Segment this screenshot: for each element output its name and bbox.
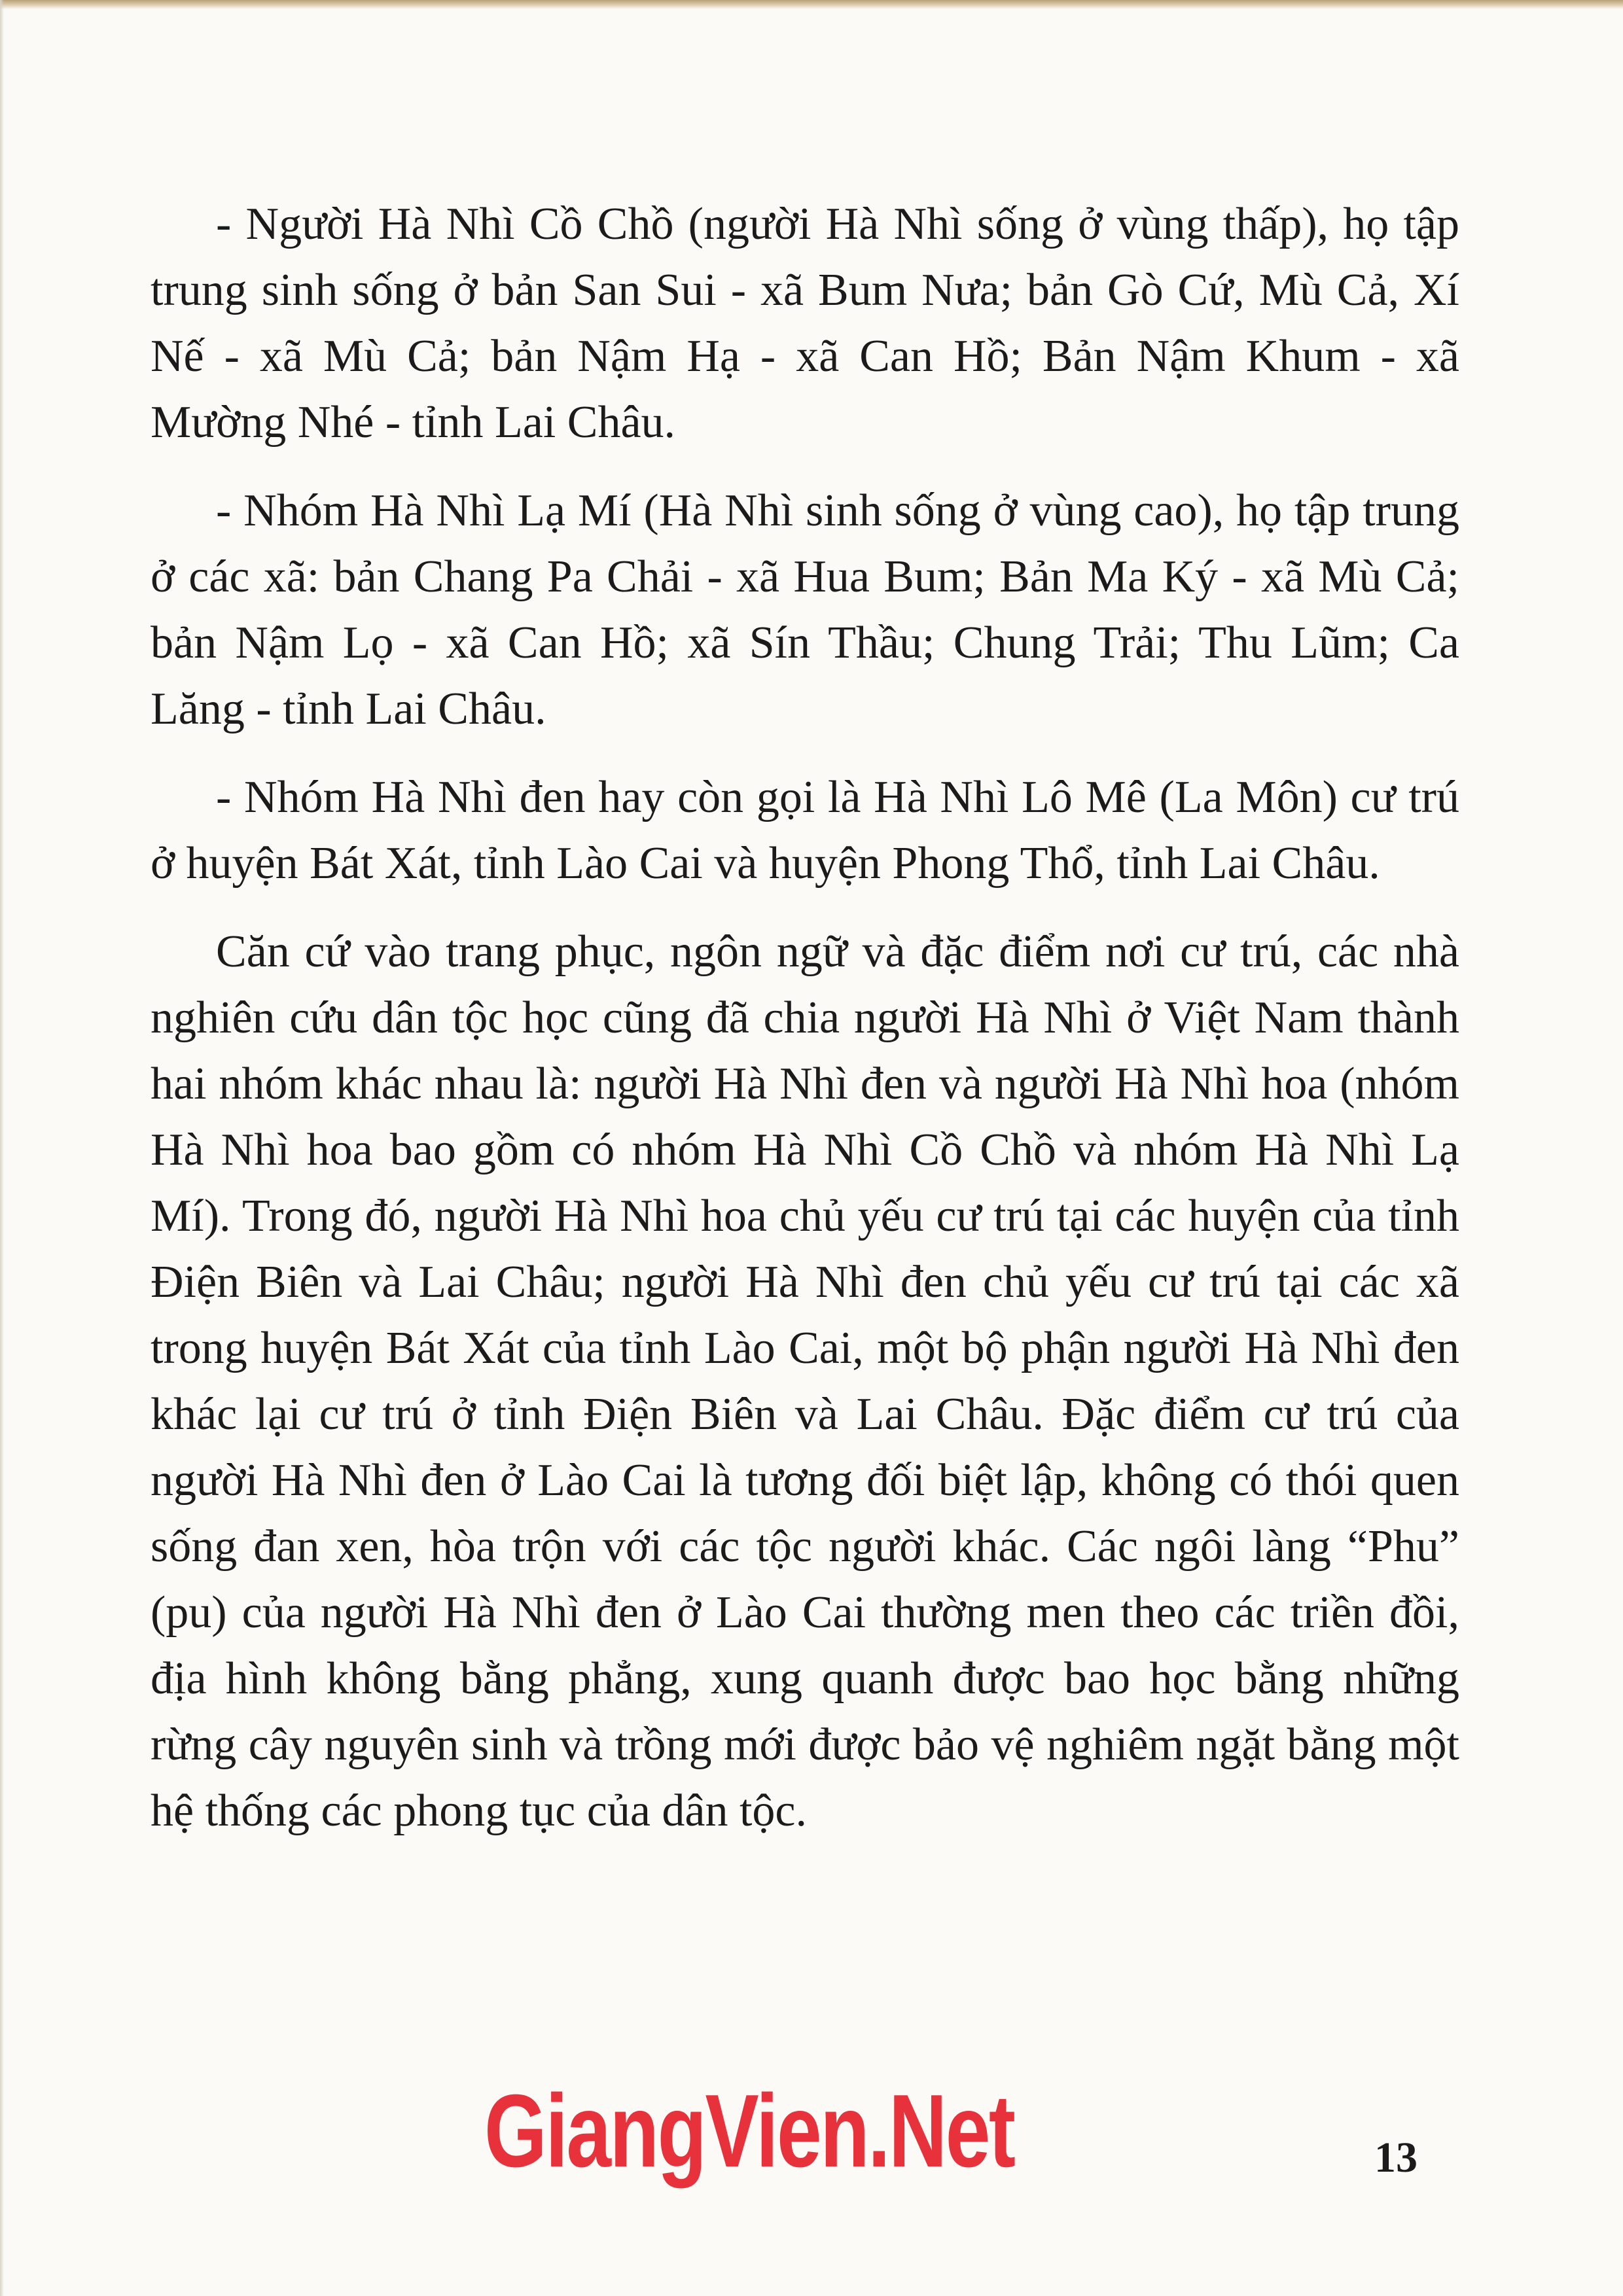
- watermark-logo: GiangVien.Net: [484, 2074, 1014, 2189]
- paragraph-black-ha-nhi-group: - Nhóm Hà Nhì đen hay còn gọi là Hà Nhì Lô Mê (La Môn) cư trú ở huyện Bát Xát, tỉnh Lào Cai và huyện Phong Thổ, tỉnh Lai Châu.: [151, 772, 1459, 889]
- paragraph-la-mi-group: - Nhóm Hà Nhì Lạ Mí (Hà Nhì sinh sống ở vùng cao), họ tập trung ở các xã: bản Chang Pa Chải - xã Hua Bum; Bản Ma Ký - xã Mù Cả; bản Nậm Lọ - xã Can Hồ; xã Sín Thầu; Chung Trải; Thu Lũm; Ca Lăng - tỉnh Lai Châu.: [151, 486, 1459, 734]
- paragraph-classification: Căn cứ vào trang phục, ngôn ngữ và đặc điểm nơi cư trú, các nhà nghiên cứu dân tộc học cũng đã chia người Hà Nhì ở Việt Nam thành hai nhóm khác nhau là: người Hà Nhì đen và người Hà Nhì hoa (nhóm Hà Nhì hoa bao gồm có nhóm Hà Nhì Cồ Chồ và nhóm Hà Nhì Lạ Mí). Trong đó, người Hà Nhì hoa chủ yếu cư trú tại các huyện của tỉnh Điện Biên và Lai Châu; người Hà Nhì đen chủ yếu cư trú tại các xã trong huyện Bát Xát của tỉnh Lào Cai, một bộ phận người Hà Nhì đen khác lại cư trú ở tỉnh Điện Biên và Lai Châu. Đặc điểm cư trú của người Hà Nhì đen ở Lào Cai là tương đối biệt lập, không có thói quen sống đan xen, hòa trộn với các tộc người khác. Các ngôi làng “Phu” (pu) của người Hà Nhì đen ở Lào Cai thường men theo các triền đồi, địa hình không bằng phẳng, xung quanh được bao học bằng những rừng cây nguyên sinh và trồng mới được bảo vệ nghiêm ngặt bằng một hệ thống các phong tục của dân tộc.: [151, 927, 1459, 1836]
- page-left-edge: [0, 0, 4, 2296]
- page-top-edge: [0, 0, 1623, 9]
- paragraph-co-cho-group: - Người Hà Nhì Cồ Chồ (người Hà Nhì sống ở vùng thấp), họ tập trung sinh sống ở bản San Sui - xã Bum Nưa; bản Gò Cứ, Mù Cả, Xí Nế - xã Mù Cả; bản Nậm Hạ - xã Can Hồ; Bản Nậm Khum - xã Mường Nhé - tỉnh Lai Châu.: [151, 199, 1459, 448]
- page-number: 13: [1374, 2134, 1418, 2181]
- page-body: [151, 191, 1459, 1866]
